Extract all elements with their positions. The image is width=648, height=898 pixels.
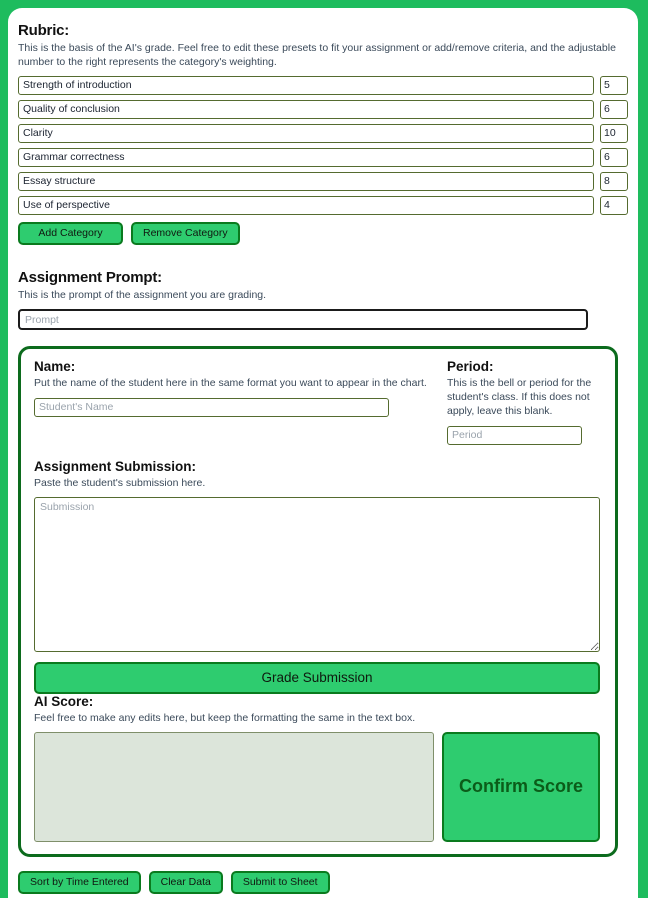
clear-data-button[interactable]: Clear Data xyxy=(149,871,223,895)
rubric-title: Rubric: xyxy=(18,22,70,39)
submission-title: Assignment Submission: xyxy=(34,458,197,474)
assignment-prompt-input[interactable] xyxy=(18,309,588,330)
table-row xyxy=(18,196,628,215)
confirm-score-button[interactable]: Confirm Score xyxy=(442,732,600,842)
footer-actions xyxy=(18,871,628,895)
name-helper-text: Put the name of the student here in the same format you want to appear in the chart. xyxy=(34,377,427,390)
submission-block xyxy=(34,459,602,694)
table-row xyxy=(18,172,628,191)
table-row xyxy=(18,76,628,95)
rubric-criterion-input[interactable] xyxy=(18,124,594,143)
rubric-criterion-input[interactable] xyxy=(18,196,594,215)
rubric-actions xyxy=(18,222,628,246)
student-entry-panel xyxy=(18,346,618,856)
add-category-button[interactable]: Add Category xyxy=(18,222,123,246)
name-period-row xyxy=(34,359,602,444)
period-helper-text: This is the bell or period for the student's class. If this does not apply, leave this blank. xyxy=(447,377,592,418)
ai-score-textarea[interactable] xyxy=(34,732,434,842)
submit-to-sheet-button[interactable]: Submit to Sheet xyxy=(231,871,330,895)
assignment-prompt-title: Assignment Prompt: xyxy=(18,269,162,287)
rubric-list xyxy=(18,76,628,215)
student-name-input[interactable] xyxy=(34,398,389,417)
rubric-criterion-input[interactable] xyxy=(18,172,594,191)
assignment-prompt-helper-text: This is the prompt of the assignment you are grading. xyxy=(18,289,267,302)
rubric-weight-input[interactable] xyxy=(600,76,628,95)
submission-textarea[interactable] xyxy=(34,497,600,652)
sort-by-time-entered-button[interactable]: Sort by Time Entered xyxy=(18,871,141,895)
ai-score-title: AI Score: xyxy=(34,693,94,709)
submission-helper-text: Paste the student's submission here. xyxy=(34,476,206,489)
rubric-weight-input[interactable] xyxy=(600,100,628,119)
rubric-criterion-input[interactable] xyxy=(18,100,594,119)
rubric-weight-input[interactable] xyxy=(600,172,628,191)
period-column xyxy=(447,359,602,444)
rubric-helper-text: This is the basis of the AI's grade. Feel free to edit these presets to fit your assignment or add/remove criteria, and the adjustable number to the right represents the category's weighting. xyxy=(18,42,616,68)
ai-score-helper-text: Feel free to make any edits here, but keep the formatting the same in the text box. xyxy=(34,711,416,724)
rubric-weight-input[interactable] xyxy=(600,148,628,167)
app-card xyxy=(8,8,638,898)
table-row xyxy=(18,124,628,143)
rubric-criterion-input[interactable] xyxy=(18,148,594,167)
ai-score-row xyxy=(34,732,602,842)
period-title: Period: xyxy=(447,359,494,375)
name-title: Name: xyxy=(34,359,76,375)
grade-submission-button[interactable]: Grade Submission xyxy=(34,662,600,694)
period-input[interactable] xyxy=(447,426,582,445)
table-row xyxy=(18,148,628,167)
rubric-criterion-input[interactable] xyxy=(18,76,594,95)
rubric-weight-input[interactable] xyxy=(600,196,628,215)
table-row xyxy=(18,100,628,119)
name-column xyxy=(34,359,429,444)
remove-category-button[interactable]: Remove Category xyxy=(131,222,240,246)
rubric-weight-input[interactable] xyxy=(600,124,628,143)
